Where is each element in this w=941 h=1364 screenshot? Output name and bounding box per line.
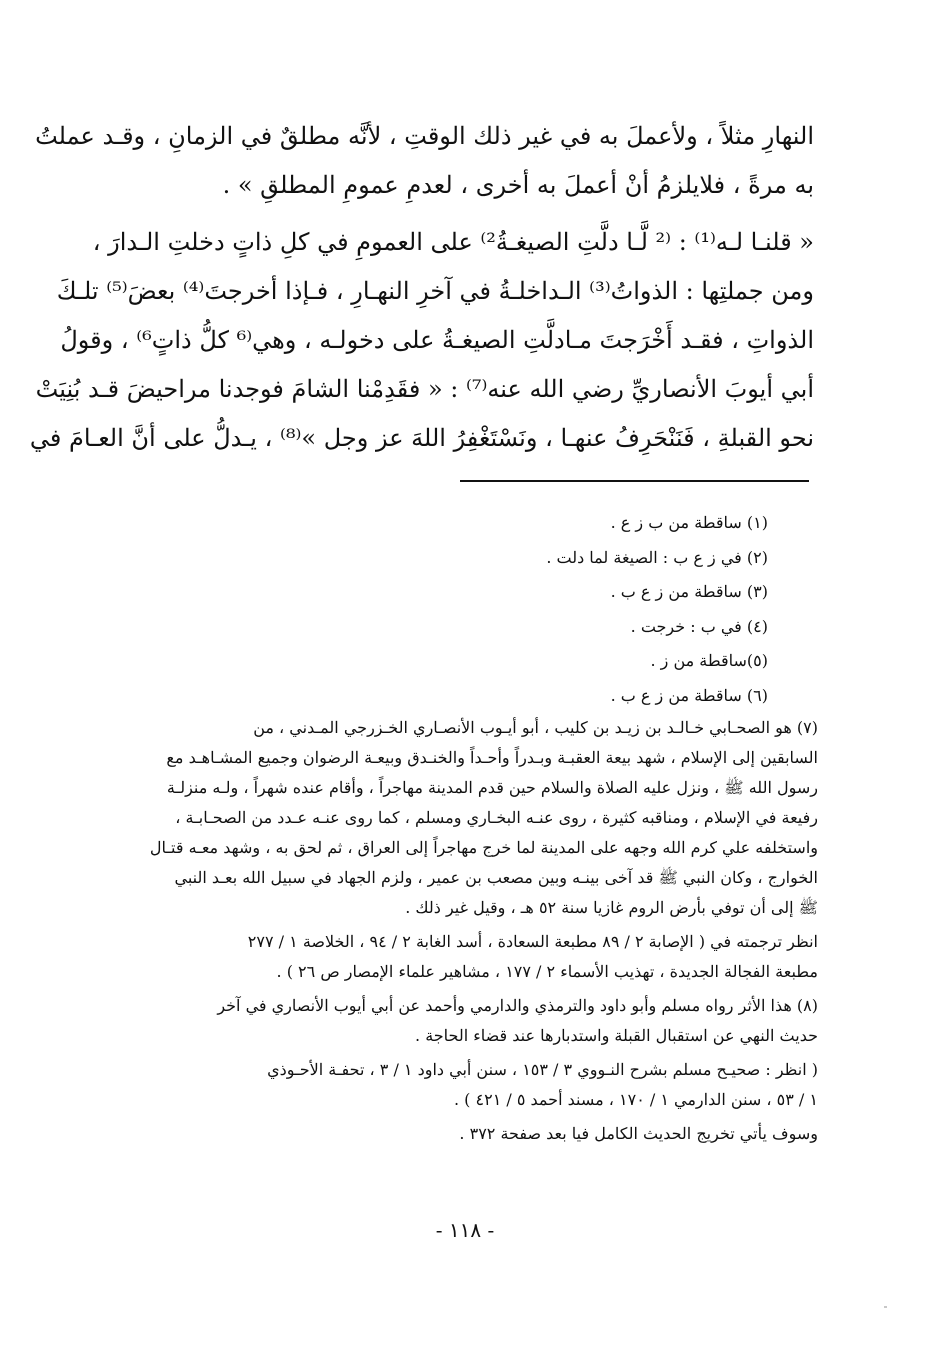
main-text-line: الذواتِ ، فقـد أَخْرَجتَ مـادلَّتِ الصيغـةُ على دخولـه ، وهي⁽⁶ كلُّ ذاتٍ⁶⁾ ، وقولُ: [60, 326, 814, 354]
footnote-6: (٦) ساقطة من ز ع ب .: [610, 685, 768, 705]
footnote-7-line: ﷺ إلى أن توفي بأرض الروم غازيا سنة ٥٢ هـ ، وقيل غير ذلك .: [405, 898, 818, 917]
footnote-7-line: الخوارج ، وكان النبي ﷺ قد آخى بينـه وبين مصعب بن عمير ، ولزم الجهاد في سبيل الله بعـد النبي: [174, 868, 818, 887]
footnote-7-line: رفيعة في الإسلام ، ومناقبه كثيرة ، روى عنـه البخـاري ومسلم ، كما روى عنـه عـدد من الصحـابـة ،: [175, 808, 818, 827]
main-text-line: نحو القبلةِ ، فَنَنْحَرِفُ عنهـا ، ونَسْتَغْفِرُ اللهَ عز وجل »⁽⁸⁾ ، يـدلُّ على أنَّ العـامَ في: [29, 424, 814, 452]
main-text-line: أبي أيوبَ الأنصاريِّ رضي الله عنه⁽⁷⁾ : « فقَدِمْنا الشامَ فوجدنا مراحيضَ قـد بُنِيَتْ: [35, 375, 814, 403]
footnote-8-line: حديث النهي عن استقبال القبلة واستدبارها عند قضاء الحاجة .: [415, 1026, 818, 1045]
footnote-separator: [460, 480, 809, 482]
main-text-line: به مرةً ، فلايلزمُ أنْ أعملَ به أخرى ، لعدمِ عمومِ المطلقِ » .: [222, 171, 814, 199]
footnote-8-ref-line: ١ / ٥٣ ، سنن الدارمي ١ / ١٧٠ ، مسند أحمد ٥ / ٤٢١ ) .: [454, 1090, 818, 1109]
footnote-2: (٢) في ز ع ب : الصيغة لما دلت .: [546, 547, 768, 567]
scan-artifact: [884, 1306, 887, 1308]
footnote-7-line: رسول الله ﷺ ، ونزل عليه الصلاة والسلام حين قدم المدينة مهاجراً ، وأقام عنده شهراً ، ولـه منزلـة: [166, 778, 818, 797]
footnote-7-ref-line: انظر ترجمته في ( الإصابة ٢ / ٨٩ مطبعة السعادة ، أسد الغابة ٢ / ٩٤ ، الخلاصة ١ / ٢٧٧: [247, 932, 818, 951]
footnote-8: [112, 991, 818, 1051]
footnote-8-ref-line: ( انظر : صحيـح مسلم بشرح النـووي ٣ / ١٥٣ ، سنن أبي داود ١ / ٣ ، تحفـة الأحـوذي: [267, 1060, 818, 1079]
page-number: - ١١٨ -: [435, 1218, 495, 1242]
footnote-8-line: (٨) هذا الأثر رواه مسلم وأبو داود والترمذي والدارمي وأحمد عن أبي أيوب الأنصاري في آخر: [217, 996, 818, 1015]
footnote-7-ref-line: مطبعة الفجالة الجديدة ، تهذيب الأسماء ٢ / ١٧٧ ، مشاهير علماء الإمصار ص ٢٦ ) .: [276, 962, 818, 981]
footnotes: [112, 506, 818, 1149]
main-text-line: « قلنـا لـه⁽¹⁾ : ⁽² لَّـا دلَّتِ الصيغـةُ²⁾ على العمومِ في كلِ ذاتٍ دخلتِ الـدارَ ،: [92, 228, 814, 256]
footnote-7-line: (٧) هو الصحـابي خـالـد بن زيـد بن كليب ، أبو أيـوب الأنصـاري الخـزرجي المـدني ، من: [253, 718, 818, 737]
footnote-final-note: [112, 1119, 818, 1149]
footnote-7-line: السابقين إلى الإسلام ، شهد بيعة العقبـة وبـدراً وأحـداً والخنـدق وبيعـة الرضوان وجميع المشـاهـد مع: [166, 748, 818, 767]
footnote-1: (١) ساقطة من ب ز ع .: [610, 513, 768, 532]
main-text-body: [29, 112, 814, 463]
footnote-7-line: واستخلفه علي كرم الله وجهه على المدينة لما خرج مهاجراً إلى العراق ، ثم لحق به ، وشهد معـه قتـال: [149, 838, 818, 857]
footnote-5: (٥)ساقطة من ز .: [650, 651, 768, 670]
footnote-7: [112, 713, 818, 923]
main-text-line: ومن جملتِها : الذواتُ⁽³⁾ الـداخلـةُ في آخرِ النهـارِ ، فـإذا أخرجتَ⁽⁴⁾ بعضَ⁽⁵⁾ تلـكَ: [56, 277, 814, 305]
footnote-7-references: [112, 927, 818, 987]
main-text-line: النهارِ مثلاً ، ولأعملَ به في غير ذلك الوقتِ ، لأنَّه مطلقٌ في الزمانِ ، وقـد عملتُ: [35, 122, 814, 150]
footnote-4: (٤) في ب : خرجت .: [630, 616, 768, 636]
footnote-8-references: [112, 1055, 818, 1115]
footnote-final-line: وسوف يأتي تخريج الحديث الكامل فيا بعد صفحة ٣٧٢ .: [459, 1124, 818, 1143]
footnote-3: (٣) ساقطة من ز ع ب .: [610, 582, 768, 601]
